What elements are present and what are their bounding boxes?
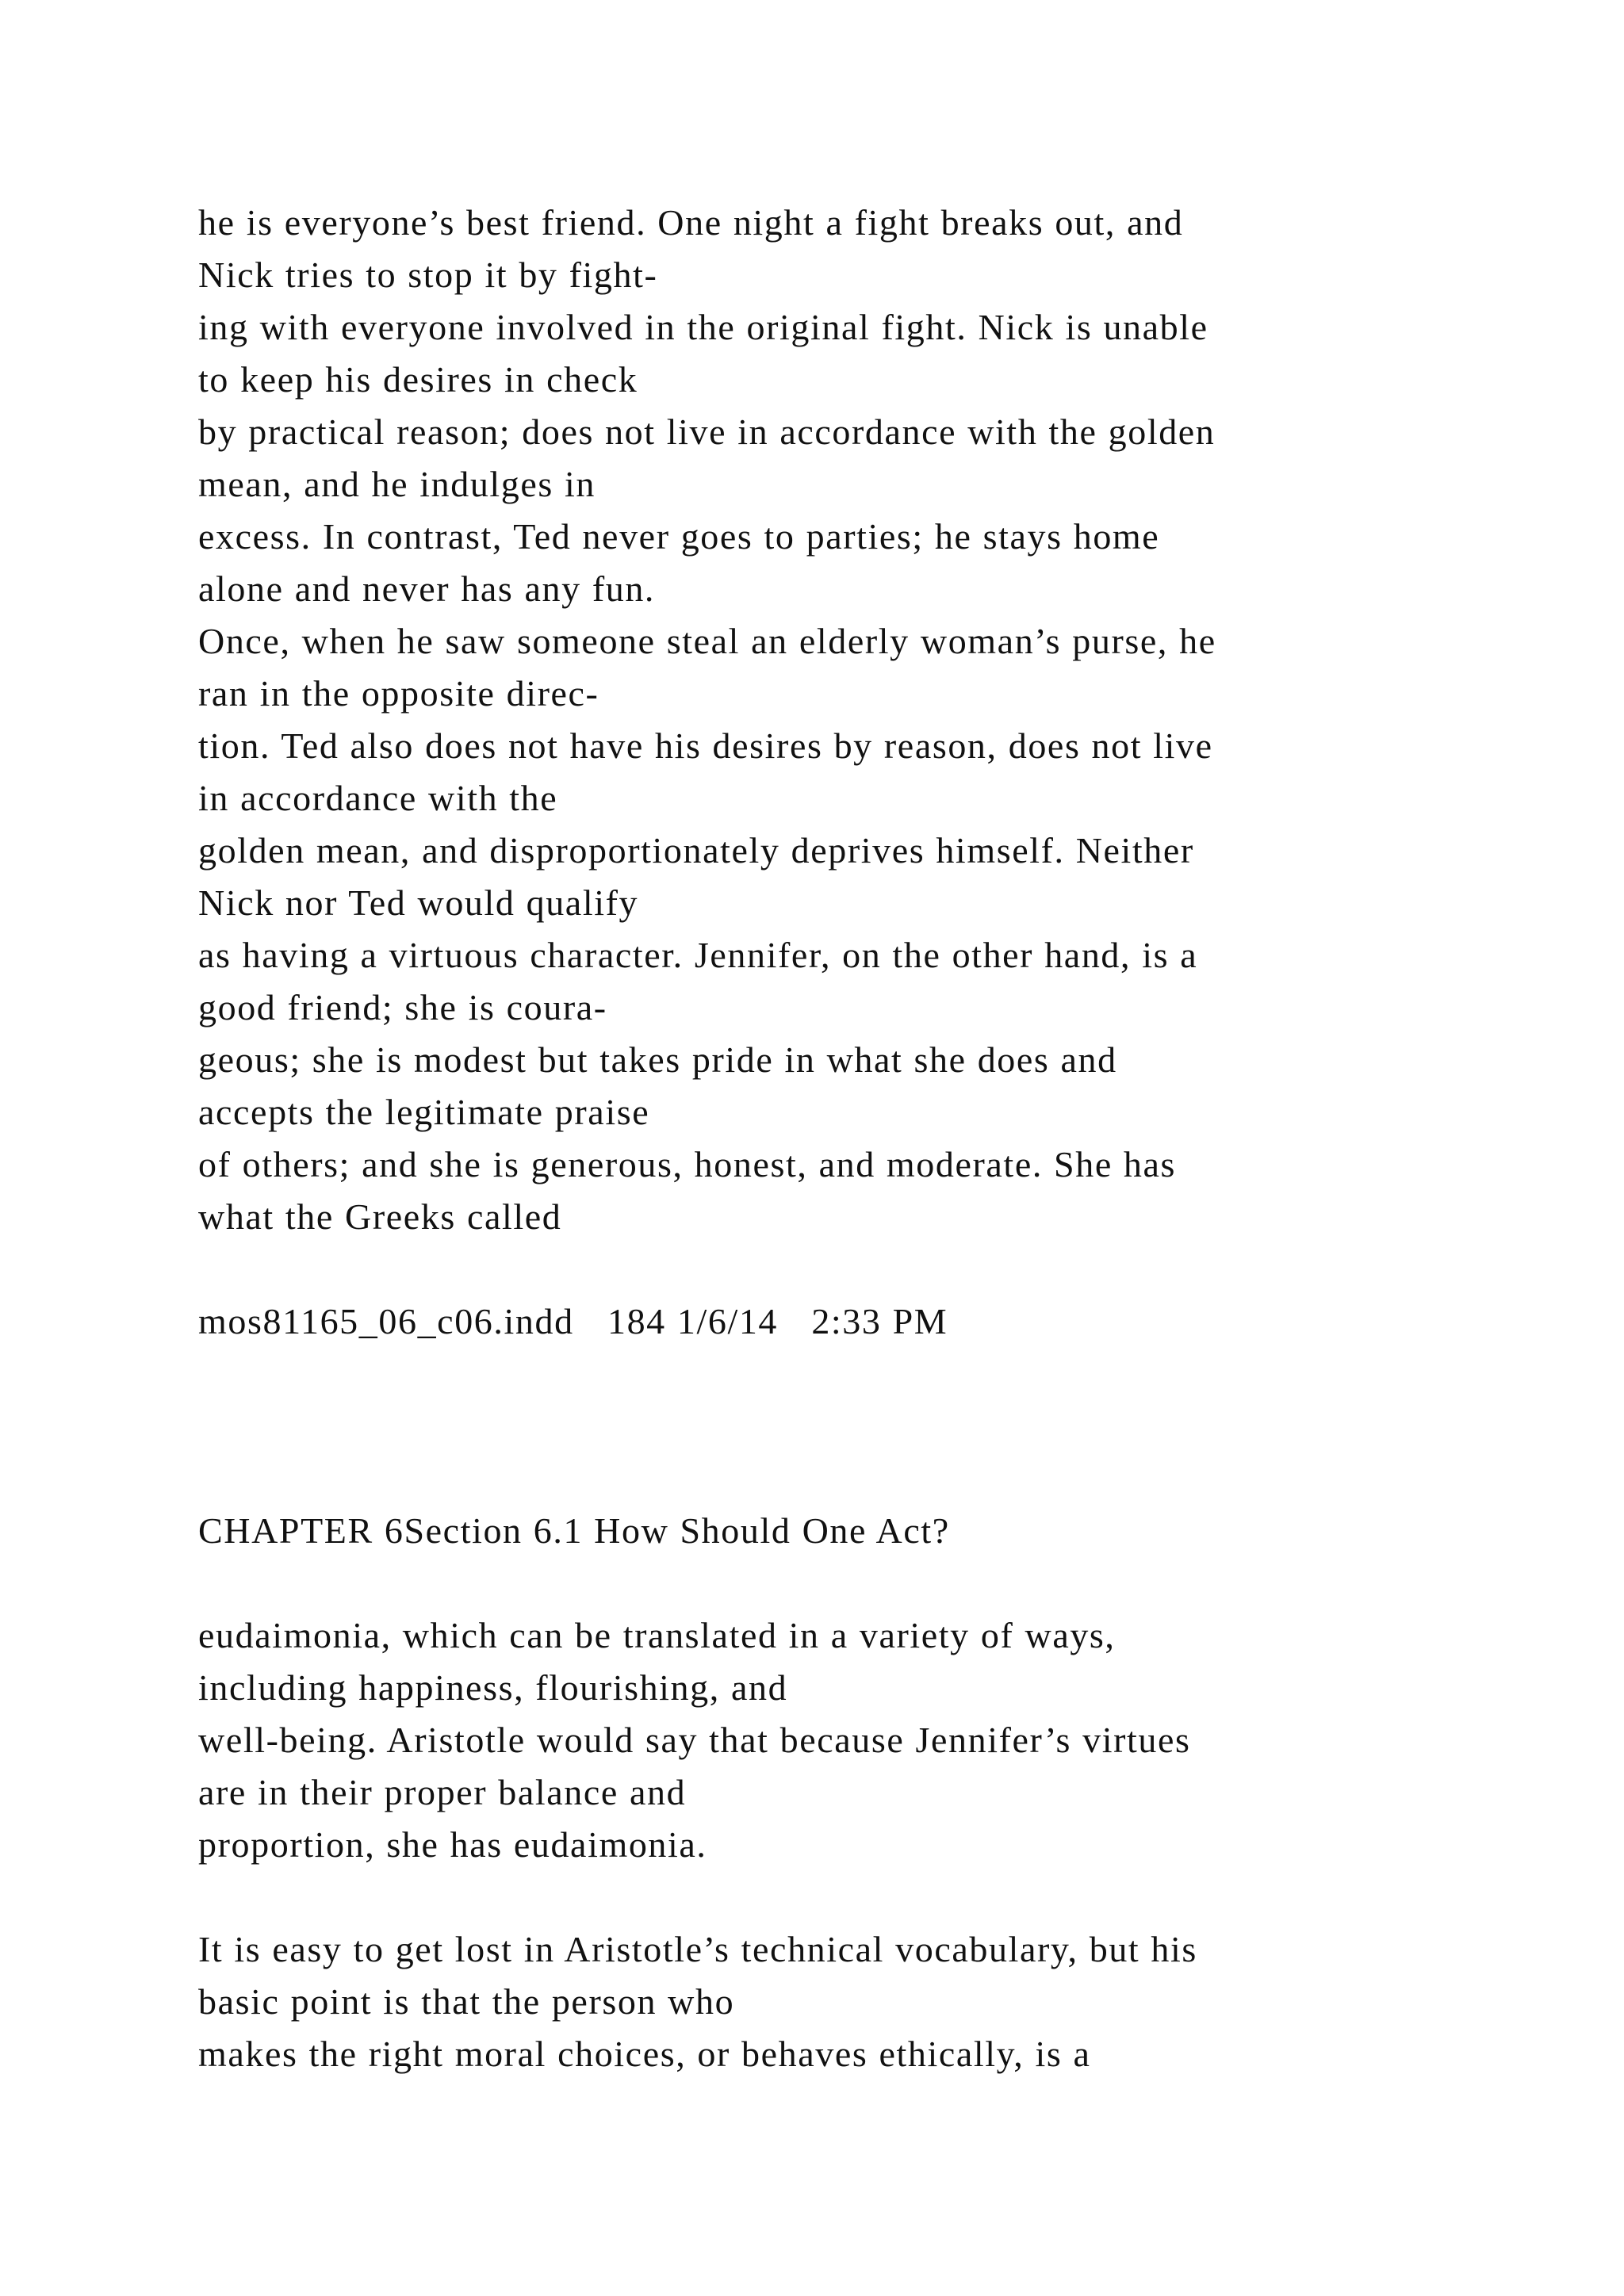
paragraph-line: Nick nor Ted would qualify [198, 882, 639, 923]
paragraph-line: of others; and she is generous, honest, and moderate. She has [198, 1144, 1177, 1184]
paragraph-line: mean, and he indulges in [198, 464, 596, 504]
paragraph-line: good friend; she is coura- [198, 987, 607, 1027]
paragraph-line: proportion, she has eudaimonia. [198, 1824, 707, 1865]
paragraph-line: Once, when he saw someone steal an elderly woman’s purse, he [198, 621, 1216, 661]
paragraph-line: excess. In contrast, Ted never goes to parties; he stays home [198, 516, 1160, 557]
paragraph-line: makes the right moral choices, or behaves ethically, is a [198, 2034, 1091, 2074]
paragraph-line: alone and never has any fun. [198, 568, 656, 609]
paragraph-line: It is easy to get lost in Aristotle’s technical vocabulary, but his [198, 1929, 1197, 1969]
paragraph-line: golden mean, and disproportionately deprives himself. Neither [198, 830, 1194, 871]
paragraph-line: accepts the legitimate praise [198, 1092, 650, 1132]
paragraph-line: as having a virtuous character. Jennifer, on the other hand, is a [198, 935, 1198, 975]
paragraph-line: he is everyone’s best friend. One night a fight breaks out, and [198, 202, 1184, 243]
paragraph-line: ran in the opposite direc- [198, 673, 599, 714]
paragraph-line: Nick tries to stop it by fight- [198, 254, 658, 295]
paragraph-line: basic point is that the person who [198, 1981, 735, 2022]
paragraph-line: tion. Ted also does not have his desires by reason, does not live [198, 725, 1213, 766]
paragraph-line: ing with everyone involved in the original fight. Nick is unable [198, 307, 1208, 347]
paragraph-line: geous; she is modest but takes pride in what she does and [198, 1039, 1117, 1080]
paragraph-line: well-being. Aristotle would say that because Jennifer’s virtues [198, 1720, 1191, 1760]
paragraph-line: to keep his desires in check [198, 359, 638, 400]
paragraph-line: what the Greeks called [198, 1196, 562, 1237]
paragraph-line: are in their proper balance and [198, 1772, 687, 1812]
paragraph-line: eudaimonia, which can be translated in a variety of ways, [198, 1615, 1116, 1655]
file-slug: mos81165_06_c06.indd 184 1/6/14 2:33 PM [198, 1301, 948, 1341]
paragraph-line: in accordance with the [198, 778, 558, 818]
paragraph-line: including happiness, flourishing, and [198, 1667, 788, 1708]
paragraph-line: by practical reason; does not live in accordance with the golden [198, 411, 1216, 452]
chapter-heading: CHAPTER 6Section 6.1 How Should One Act? [198, 1510, 950, 1551]
